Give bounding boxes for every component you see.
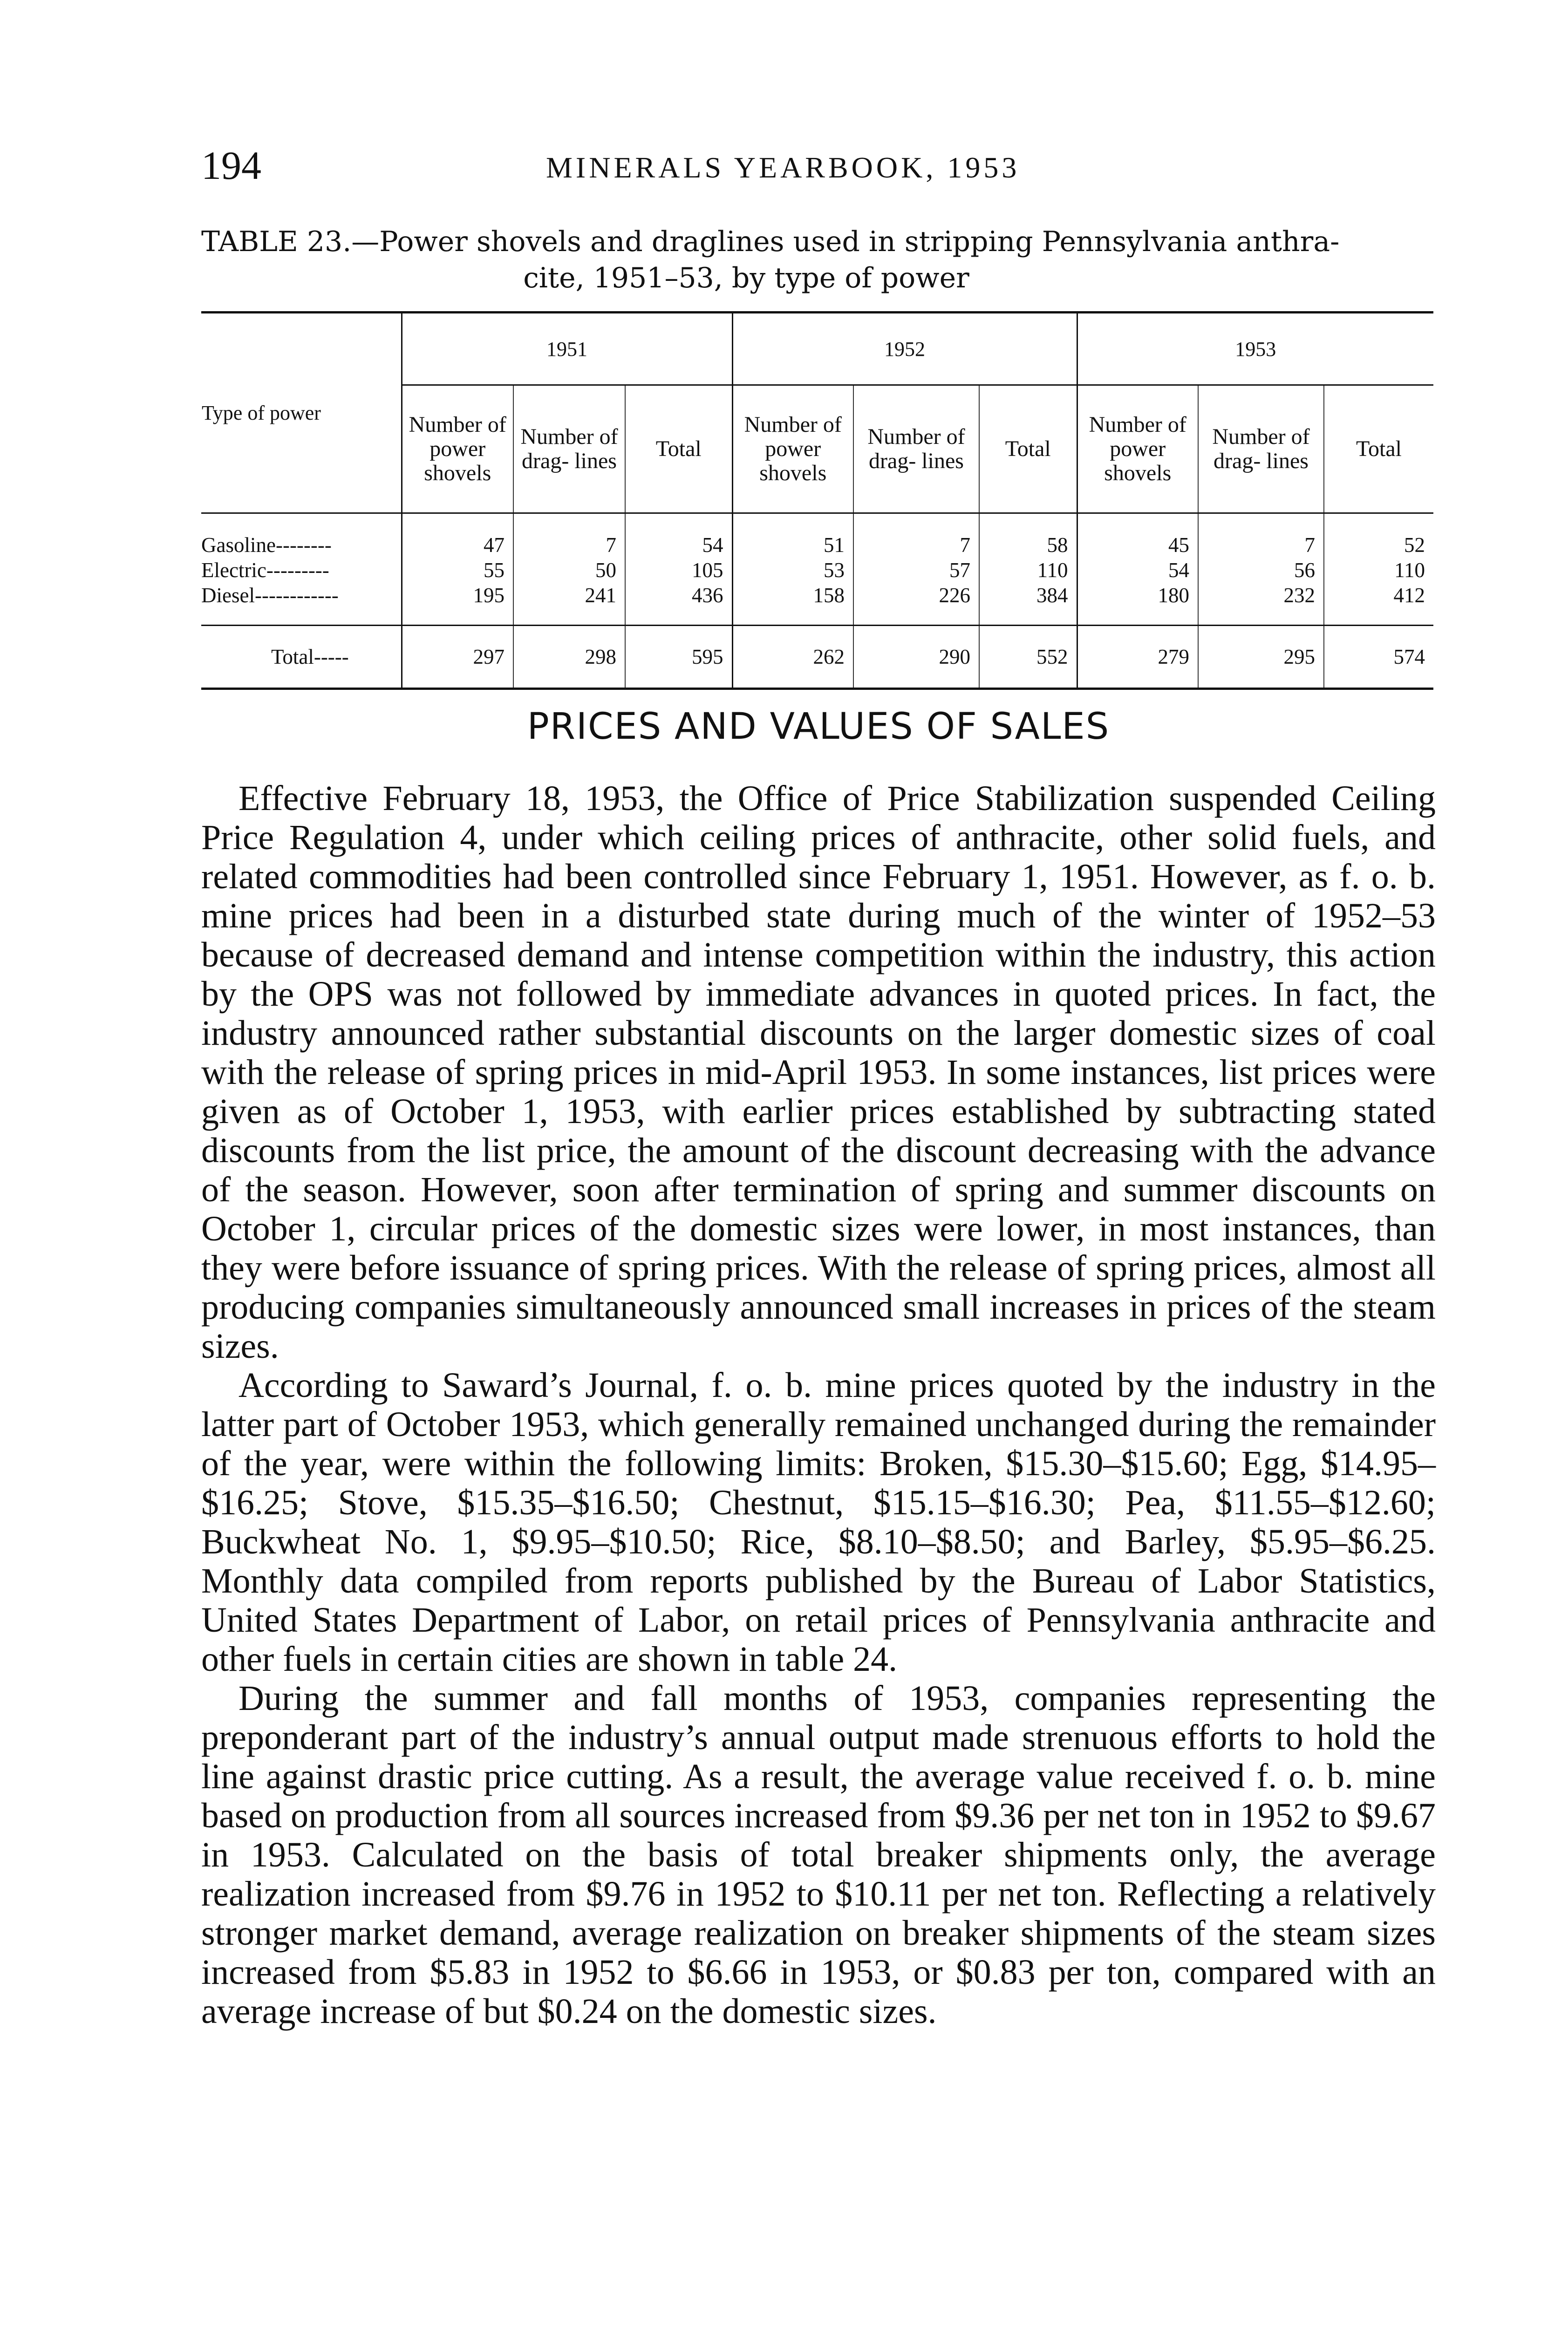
total-cell: 290 [853,626,979,689]
table-row [201,513,1433,558]
total-cell: 574 [1324,626,1433,689]
row-label: Gasoline-------- [201,533,332,557]
col-header-total-1953: Total [1324,385,1433,513]
table-cell: 50 [513,558,625,583]
col-header-shovels-1952: Number of power shovels [732,385,853,513]
table-cell: 110 [979,558,1077,583]
table-caption [201,224,1436,296]
section-heading: PRICES AND VALUES OF SALES [527,706,1110,748]
running-head [201,142,1436,193]
col-header-draglines-1953: Number of drag- lines [1198,385,1324,513]
running-title: MINERALS YEARBOOK, 1953 [546,151,1020,184]
body-text [201,779,1436,2031]
year-header-1952: 1952 [732,313,1077,385]
table-cell: 232 [1198,583,1324,626]
row-label: Electric--------- [201,558,329,582]
paragraph: Effective February 18, 1953, the Office of Price Stabilization suspended Ceiling Price Regulation 4, under which ceiling prices of anthracite, other solid fuels, and related commodities had been controlled since February 1, 1951. However, as f. o. b. mine prices had been in a disturbed state during much of the winter of 1952–53 because of decreased demand and intense competition within the industry, this action by the OPS was not followed by immediate advances in quoted prices. In fact, the industry announced rather substantial discounts on the larger domestic sizes of coal with the release of spring prices in mid-April 1953. In some instances, list prices were given as of October 1, 1953, with earlier prices established by subtracting stated discounts from the list price, the amount of the discount decreasing with the advance of the season. However, soon after termination of spring and summer discounts on October 1, circular prices of the domestic sizes were lower, in most instances, than they were before issuance of spring prices. With the release of spring prices, almost all producing companies simultaneously announced small increases in prices of the steam sizes. [201,779,1436,1366]
col-header-shovels-1953: Number of power shovels [1077,385,1198,513]
table-cell: 7 [513,513,625,558]
paragraph: During the summer and fall months of 1953, companies representing the preponderant part of the industry’s annual output made strenuous efforts to hold the line against drastic price cutting. As a result, the average value received f. o. b. mine based on production from all sources increased from $9.36 per net ton in 1952 to $9.67 in 1953. Calculated on the basis of total breaker shipments only, the average realization increased from $9.76 in 1952 to $10.11 per net ton. Reflecting a relatively stronger market demand, average realization on breaker shipments of the steam sizes increased from $5.83 in 1952 to $6.66 in 1953, or $0.83 per ton, compared with an average increase of but $0.24 on the domestic sizes. [201,1679,1436,2031]
total-cell: 298 [513,626,625,689]
year-header-1951: 1951 [402,313,732,385]
table-cell: 412 [1324,583,1433,626]
year-header-1953: 1953 [1077,313,1433,385]
table-cell: 180 [1077,583,1198,626]
total-cell: 279 [1077,626,1198,689]
total-label: Total----- [201,626,402,689]
col-header-total-1951: Total [625,385,732,513]
stub-header: Type of power [201,313,402,513]
total-cell: 297 [402,626,513,689]
total-cell: 552 [979,626,1077,689]
table-cell: 158 [732,583,853,626]
year-header-row [201,313,1433,385]
table-cell: 51 [732,513,853,558]
col-header-draglines-1952: Number of drag- lines [853,385,979,513]
row-label: Diesel------------ [201,584,339,607]
table-cell: 105 [625,558,732,583]
power-shovels-table-wrapper [201,311,1433,690]
table-cell: 195 [402,583,513,626]
table-caption-line-1: TABLE 23.—Power shovels and draglines used in stripping Pennsylvania anthra- [201,225,1340,258]
table-row [201,583,1433,626]
paragraph: According to Saward’s Journal, f. o. b. mine prices quoted by the industry in the latter part of October 1953, which generally remained unchanged during the remainder of the year, were within the following limits: Broken, $15.30–$15.60; Egg, $14.95–$16.25; Stove, $15.35–$16.50; Chestnut, $15.15–$16.30; Pea, $11.55–$12.60; Buckwheat No. 1, $9.95–$10.50; Rice, $8.10–$8.50; and Barley, $5.95–$6.25. Monthly data compiled from reports published by the Bureau of Labor Statistics, United States Department of Labor, on retail prices of Pennsylvania anthracite and other fuels in certain cities are shown in table 24. [201,1366,1436,1679]
table-cell: 56 [1198,558,1324,583]
col-header-draglines-1951: Number of drag- lines [513,385,625,513]
table-cell: 54 [1077,558,1198,583]
table-row [201,558,1433,583]
table-cell: 53 [732,558,853,583]
table-cell: 52 [1324,513,1433,558]
table-cell: 226 [853,583,979,626]
table-cell: 57 [853,558,979,583]
col-header-shovels-1951: Number of power shovels [402,385,513,513]
table-cell: 384 [979,583,1077,626]
total-cell: 262 [732,626,853,689]
table-cell: 7 [853,513,979,558]
table-cell: 55 [402,558,513,583]
total-cell: 595 [625,626,732,689]
table-cell: 47 [402,513,513,558]
table-cell: 58 [979,513,1077,558]
table-cell: 54 [625,513,732,558]
total-row [201,626,1433,689]
table-cell: 241 [513,583,625,626]
table-cell: 110 [1324,558,1433,583]
power-shovels-table [201,311,1433,690]
page-number: 194 [201,143,261,188]
table-cell: 7 [1198,513,1324,558]
table-cell: 436 [625,583,732,626]
table-caption-line-2: cite, 1951–53, by type of power [523,262,969,294]
col-header-total-1952: Total [979,385,1077,513]
total-cell: 295 [1198,626,1324,689]
table-cell: 45 [1077,513,1198,558]
